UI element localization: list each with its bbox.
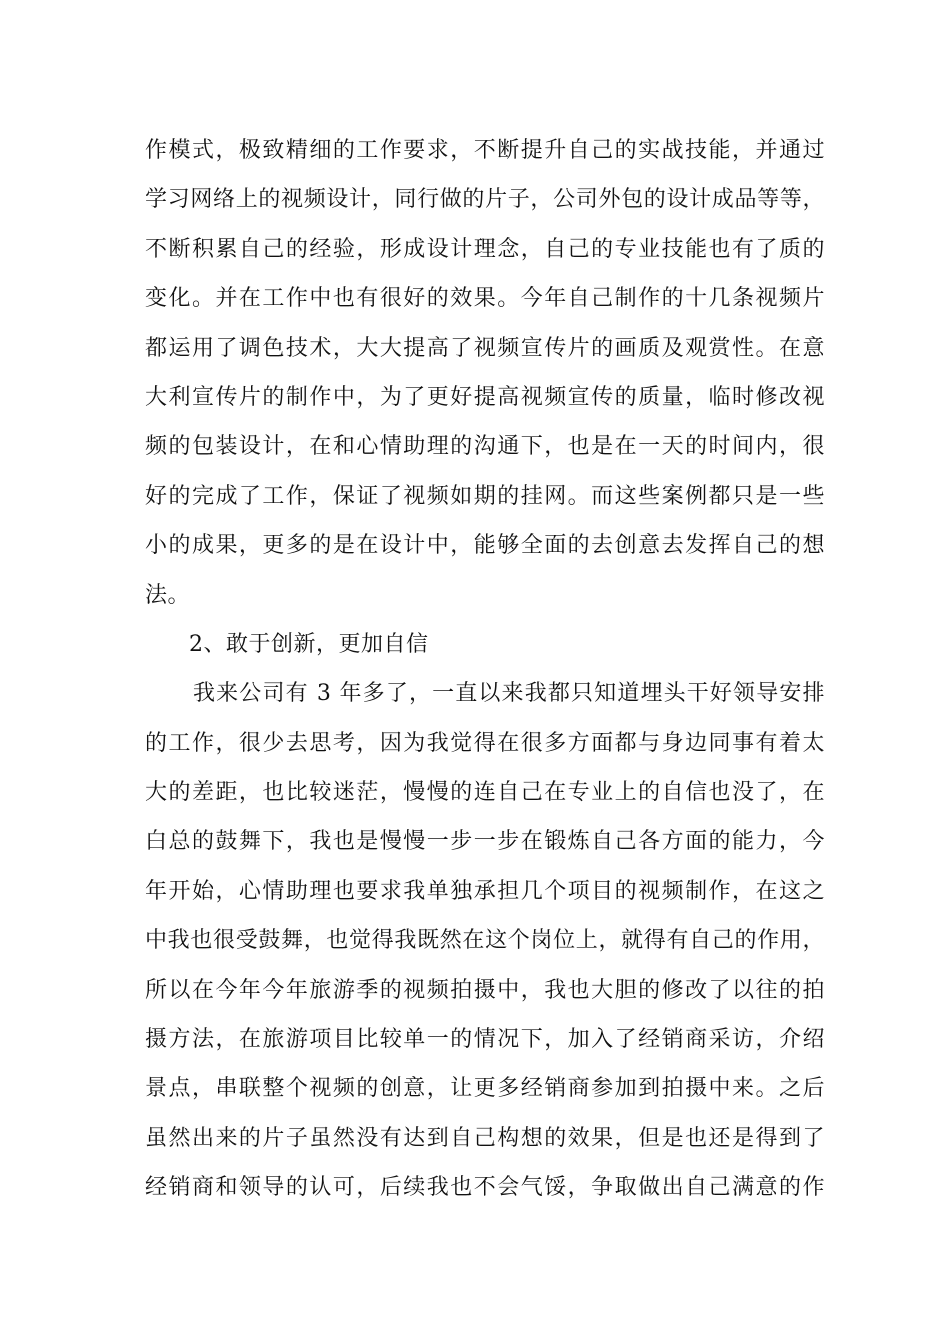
- paragraph-line: 学习网络上的视频设计，同行做的片子，公司外包的设计成品等等，: [145, 187, 825, 213]
- paragraph-line: 都运用了调色技术，大大提高了视频宣传片的画质及观赏性。在意: [145, 335, 825, 361]
- paragraph-line: 所以在今年今年旅游季的视频拍摄中，我也大胆的修改了以往的拍: [145, 977, 825, 1003]
- paragraph-line: 小的成果，更多的是在设计中，能够全面的去创意去发挥自己的想: [145, 533, 825, 559]
- paragraph-line: 虽然出来的片子虽然没有达到自己构想的效果，但是也还是得到了: [145, 1125, 825, 1151]
- paragraph-line: 经销商和领导的认可，后续我也不会气馁，争取做出自己满意的作: [145, 1175, 825, 1201]
- paragraph-1: [145, 126, 825, 620]
- paragraph-line: 我来公司有 3 年多了，一直以来我都只知道埋头干好领导安排: [193, 681, 825, 707]
- paragraph-line: 法。: [145, 582, 191, 608]
- paragraph-line: 年开始，心情助理也要求我单独承担几个项目的视频制作，在这之: [145, 878, 825, 904]
- paragraph-line: 作模式，极致精细的工作要求，不断提升自己的实战技能，并通过: [145, 138, 825, 163]
- document-body: [145, 126, 825, 1213]
- paragraph-line: 大利宣传片的制作中，为了更好提高视频宣传的质量，临时修改视: [145, 384, 825, 410]
- paragraph-line: 白总的鼓舞下，我也是慢慢一步一步在锻炼自己各方面的能力，今: [145, 829, 825, 855]
- paragraph-line: 频的包装设计，在和心情助理的沟通下，也是在一天的时间内，很: [145, 434, 825, 460]
- paragraph-line: 不断积累自己的经验，形成设计理念，自己的专业技能也有了质的: [145, 236, 825, 262]
- paragraph-line: 中我也很受鼓舞，也觉得我既然在这个岗位上，就得有自己的作用，: [145, 928, 825, 954]
- paragraph-line: 变化。并在工作中也有很好的效果。今年自己制作的十几条视频片: [145, 286, 825, 312]
- paragraph-line: 好的完成了工作，保证了视频如期的挂网。而这些案例都只是一些: [145, 483, 825, 509]
- paragraph-line: 的工作，很少去思考，因为我觉得在很多方面都与身边同事有着太: [145, 730, 825, 756]
- paragraph-line: 景点，串联整个视频的创意，让更多经销商参加到拍摄中来。之后: [145, 1076, 825, 1102]
- paragraph-2: [145, 669, 825, 1212]
- paragraph-line: 摄方法，在旅游项目比较单一的情况下，加入了经销商采访，介绍: [145, 1027, 825, 1053]
- paragraph-line: 大的差距，也比较迷茫，慢慢的连自己在专业上的自信也没了，在: [145, 780, 825, 806]
- section-heading: 2、敢于创新，更加自信: [189, 631, 429, 657]
